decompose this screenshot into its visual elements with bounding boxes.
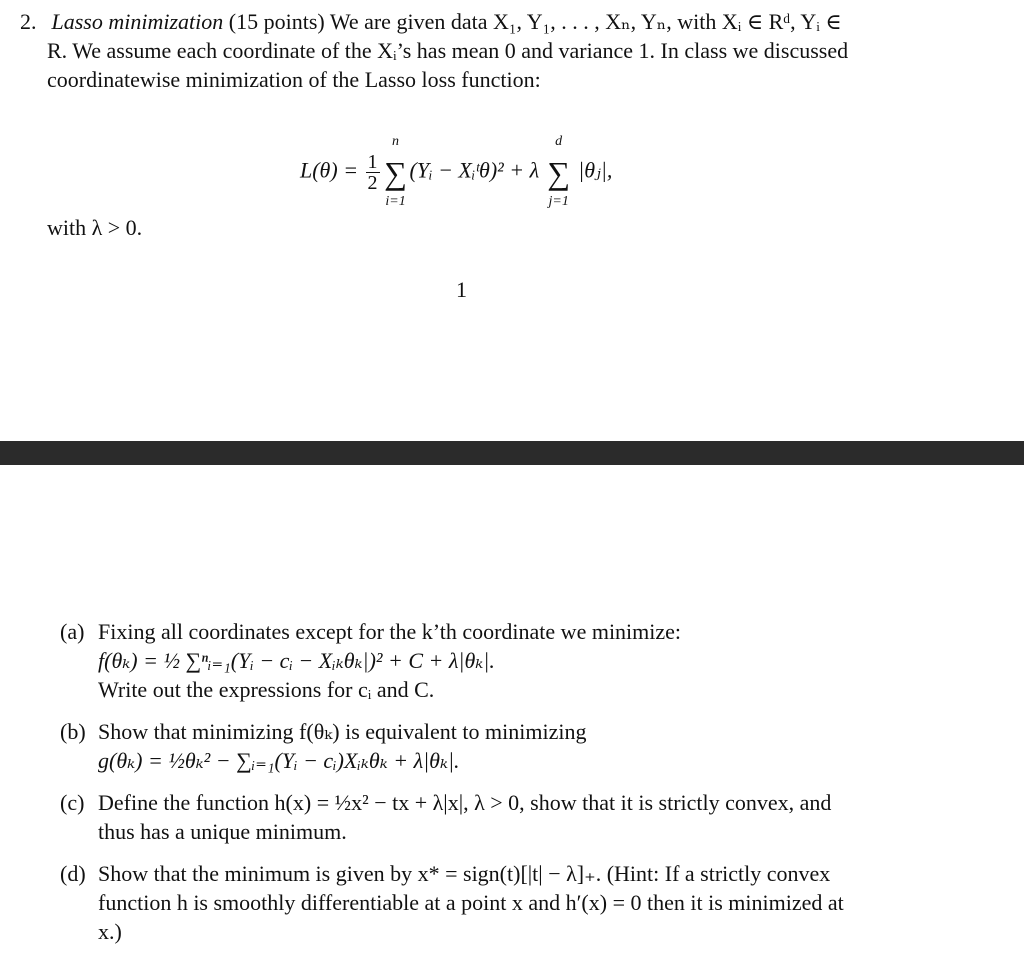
problem-intro bbox=[47, 36, 977, 94]
sum1-upper-limit: n bbox=[392, 133, 400, 149]
subquestion-label: (c) bbox=[60, 790, 85, 815]
sum1-lower-limit: i=1 bbox=[385, 193, 406, 209]
page-separator-band bbox=[0, 441, 1024, 465]
sum2-lower-limit: j=1 bbox=[548, 193, 569, 209]
subquestion-line: Write out the expressions for cᵢ and C. bbox=[98, 677, 435, 702]
subquestion-line: x.) bbox=[98, 919, 122, 944]
problem-points: (15 points) bbox=[228, 9, 325, 34]
equation-lhs: L(θ) = bbox=[300, 157, 359, 183]
subquestions-list bbox=[60, 617, 960, 959]
subquestion-line: Fixing all coordinates except for the k’th coordinate we minimize: bbox=[98, 619, 682, 644]
subquestion-b bbox=[60, 717, 960, 775]
subquestion-line: function h is smoothly differentiable at a point x and h′(x) = 0 then it is minimized at bbox=[98, 890, 844, 915]
subquestion-d bbox=[60, 859, 960, 946]
sum-symbol-2: ∑ d j=1 bbox=[545, 159, 573, 188]
subquestion-label: (a) bbox=[60, 619, 85, 644]
problem-intro-line3: coordinatewise minimization of the Lasso loss function: bbox=[47, 67, 541, 92]
subquestion-label: (b) bbox=[60, 719, 86, 744]
equation-fraction bbox=[366, 152, 380, 193]
fraction-denominator: 2 bbox=[367, 172, 378, 194]
problem-intro-line1: We are given data X₁, Y₁, . . . , Xₙ, Yₙ, with Xᵢ ∈ Rᵈ, Yᵢ ∈ bbox=[329, 9, 842, 34]
subquestion-c bbox=[60, 788, 960, 846]
equation-term1: (Yᵢ − Xᵢᵗθ)² + λ bbox=[409, 157, 540, 183]
sum-symbol-1: ∑ n i=1 bbox=[382, 159, 410, 188]
subquestion-line: Define the function h(x) = ½x² − tx + λ|x|, λ > 0, show that it is strictly convex, and bbox=[98, 790, 832, 815]
fraction-numerator: 1 bbox=[367, 151, 378, 173]
lasso-loss-equation bbox=[300, 128, 720, 210]
problem-intro-line2: R. We assume each coordinate of the Xᵢ’s has mean 0 and variance 1. In class we discussed bbox=[47, 38, 849, 63]
subquestion-line: f(θₖ) = ½ ∑ⁿᵢ₌₁(Yᵢ − cᵢ − Xᵢₖθₖ|)² + C + λ|θₖ|. bbox=[98, 648, 495, 673]
sum2-upper-limit: d bbox=[555, 133, 563, 149]
subquestion-label: (d) bbox=[60, 861, 86, 886]
subquestion-a bbox=[60, 617, 960, 704]
lambda-condition: with λ > 0. bbox=[47, 215, 143, 240]
subquestion-line: Show that the minimum is given by x* = sign(t)[|t| − λ]₊. (Hint: If a strictly convex bbox=[98, 861, 831, 886]
problem-title: Lasso minimization bbox=[51, 9, 224, 34]
equation-term2: |θⱼ|, bbox=[578, 157, 613, 183]
problem-number: 2. bbox=[20, 9, 37, 34]
page-number: 1 bbox=[456, 277, 467, 302]
subquestion-line: Show that minimizing f(θₖ) is equivalent to minimizing bbox=[98, 719, 587, 744]
subquestion-line: thus has a unique minimum. bbox=[98, 819, 347, 844]
problem-header bbox=[20, 7, 970, 36]
subquestion-line: g(θₖ) = ½θₖ² − ∑ᵢ₌₁(Yᵢ − cᵢ)Xᵢₖθₖ + λ|θₖ|. bbox=[98, 748, 460, 773]
